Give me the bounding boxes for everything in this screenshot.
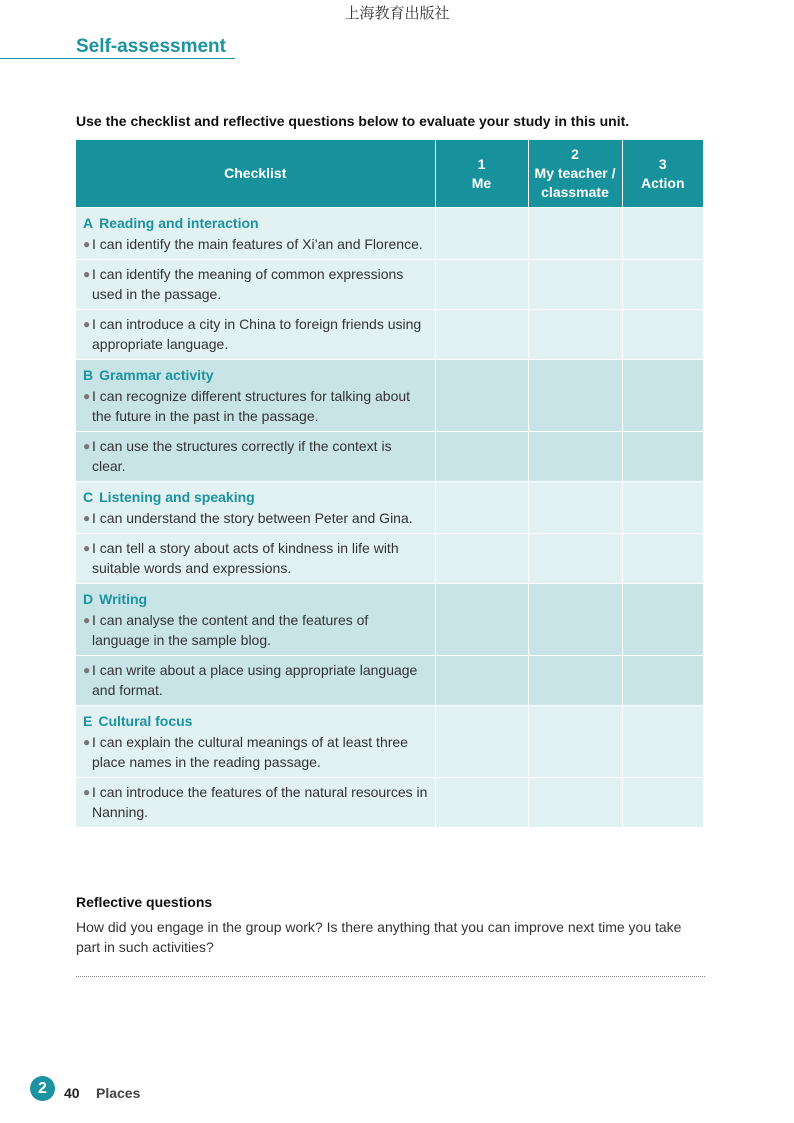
checklist-item-cell xyxy=(76,482,435,534)
bullet-icon: ● xyxy=(83,785,91,799)
me-cell[interactable] xyxy=(435,534,528,584)
me-cell[interactable] xyxy=(435,260,528,310)
me-cell[interactable] xyxy=(435,310,528,360)
table-row xyxy=(76,706,703,778)
bullet-icon: ● xyxy=(83,511,91,525)
column-header-checklist xyxy=(76,140,435,208)
me-cell[interactable] xyxy=(435,360,528,432)
section-heading: A Reading and interaction xyxy=(83,215,259,231)
action-cell[interactable] xyxy=(622,584,703,656)
bullet-icon: ● xyxy=(83,613,91,627)
title-underline xyxy=(0,58,235,59)
action-cell[interactable] xyxy=(622,656,703,706)
checklist-item: ● I can write about a place using appropriate language and format. xyxy=(83,662,418,698)
me-cell[interactable] xyxy=(435,482,528,534)
action-cell[interactable] xyxy=(622,360,703,432)
checklist-item: ● I can recognize different structures for talking about the future in the past in the passage. xyxy=(83,388,411,424)
column-label: My teacher / classmate xyxy=(534,165,616,200)
page-title: Self-assessment xyxy=(76,36,226,57)
me-cell[interactable] xyxy=(435,706,528,778)
checklist-item: ● I can introduce the features of the natural resources in Nanning. xyxy=(83,784,428,820)
bullet-icon: ● xyxy=(83,735,91,749)
checklist-item-cell xyxy=(76,778,435,828)
action-cell[interactable] xyxy=(622,706,703,778)
checklist-item-cell xyxy=(76,260,435,310)
checklist-item-cell xyxy=(76,432,435,482)
bullet-icon: ● xyxy=(83,237,91,251)
action-cell[interactable] xyxy=(622,482,703,534)
action-cell[interactable] xyxy=(622,778,703,828)
me-cell[interactable] xyxy=(435,778,528,828)
me-cell[interactable] xyxy=(435,656,528,706)
column-header-me xyxy=(435,140,528,208)
teacher-cell[interactable] xyxy=(528,584,622,656)
teacher-cell[interactable] xyxy=(528,208,622,260)
column-number: 3 xyxy=(658,155,667,172)
teacher-cell[interactable] xyxy=(528,482,622,534)
column-number: 1 xyxy=(477,155,486,172)
bullet-icon: ● xyxy=(83,663,91,677)
teacher-cell[interactable] xyxy=(528,534,622,584)
table-row xyxy=(76,482,703,534)
section-heading: E Cultural focus xyxy=(83,713,193,729)
checklist-item-cell xyxy=(76,584,435,656)
teacher-cell[interactable] xyxy=(528,656,622,706)
checklist-item: ● I can identify the meaning of common expressions used in the passage. xyxy=(83,266,404,302)
publisher-header: 上海教育出版社 xyxy=(344,4,450,22)
checklist-item: ● I can introduce a city in China to foreign friends using appropriate language. xyxy=(83,316,422,352)
teacher-cell[interactable] xyxy=(528,360,622,432)
column-label: Me xyxy=(471,174,492,191)
checklist-item-cell xyxy=(76,706,435,778)
unit-number-badge: 2 xyxy=(30,1076,55,1101)
action-cell[interactable] xyxy=(622,260,703,310)
checklist-item: ● I can use the structures correctly if the context is clear. xyxy=(83,438,392,474)
action-cell[interactable] xyxy=(622,208,703,260)
teacher-cell[interactable] xyxy=(528,260,622,310)
reflective-question-text: How did you engage in the group work? Is there anything that you can improve next time you take part in such activities? xyxy=(76,919,682,955)
column-header-action xyxy=(622,140,703,208)
answer-line[interactable] xyxy=(76,976,705,977)
table-row xyxy=(76,208,703,260)
checklist-item-cell xyxy=(76,208,435,260)
page-number: 40 xyxy=(64,1085,80,1101)
checklist-item: ● I can explain the cultural meanings of at least three place names in the reading passage. xyxy=(83,734,408,770)
table-row xyxy=(76,584,703,656)
teacher-cell[interactable] xyxy=(528,432,622,482)
table-row xyxy=(76,778,703,828)
checklist-item-cell xyxy=(76,360,435,432)
instructions-text: Use the checklist and reflective questions below to evaluate your study in this unit. xyxy=(76,113,630,129)
reflective-questions-title: Reflective questions xyxy=(76,894,213,910)
me-cell[interactable] xyxy=(435,584,528,656)
checklist-item-cell xyxy=(76,534,435,584)
bullet-icon: ● xyxy=(83,317,91,331)
table-row xyxy=(76,432,703,482)
column-label: Checklist xyxy=(224,165,287,181)
bullet-icon: ● xyxy=(83,267,91,281)
me-cell[interactable] xyxy=(435,432,528,482)
teacher-cell[interactable] xyxy=(528,778,622,828)
checklist-item: ● I can tell a story about acts of kindness in life with suitable words and expressions. xyxy=(83,540,399,576)
action-cell[interactable] xyxy=(622,534,703,584)
bullet-icon: ● xyxy=(83,439,91,453)
checklist-item: ● I can analyse the content and the features of language in the sample blog. xyxy=(83,612,369,648)
unit-name: Places xyxy=(96,1085,141,1101)
bullet-icon: ● xyxy=(83,389,91,403)
checklist-item-cell xyxy=(76,656,435,706)
action-cell[interactable] xyxy=(622,310,703,360)
checklist-item: ● I can identify the main features of Xi’an and Florence. xyxy=(83,236,423,252)
table-row xyxy=(76,260,703,310)
column-number: 2 xyxy=(571,146,579,162)
me-cell[interactable] xyxy=(435,208,528,260)
section-heading: B Grammar activity xyxy=(83,367,214,383)
table-row xyxy=(76,656,703,706)
teacher-cell[interactable] xyxy=(528,310,622,360)
table-row xyxy=(76,310,703,360)
column-label: Action xyxy=(640,174,685,191)
section-heading: D Writing xyxy=(83,591,148,607)
section-heading: C Listening and speaking xyxy=(83,489,255,505)
action-cell[interactable] xyxy=(622,432,703,482)
column-header-teacher-classmate xyxy=(528,140,622,208)
table-row xyxy=(76,360,703,432)
checklist-item-cell xyxy=(76,310,435,360)
teacher-cell[interactable] xyxy=(528,706,622,778)
bullet-icon: ● xyxy=(83,541,91,555)
table-header-row xyxy=(76,140,703,208)
table-row xyxy=(76,534,703,584)
checklist-item: ● I can understand the story between Peter and Gina. xyxy=(83,510,413,526)
checklist-table xyxy=(76,140,703,827)
